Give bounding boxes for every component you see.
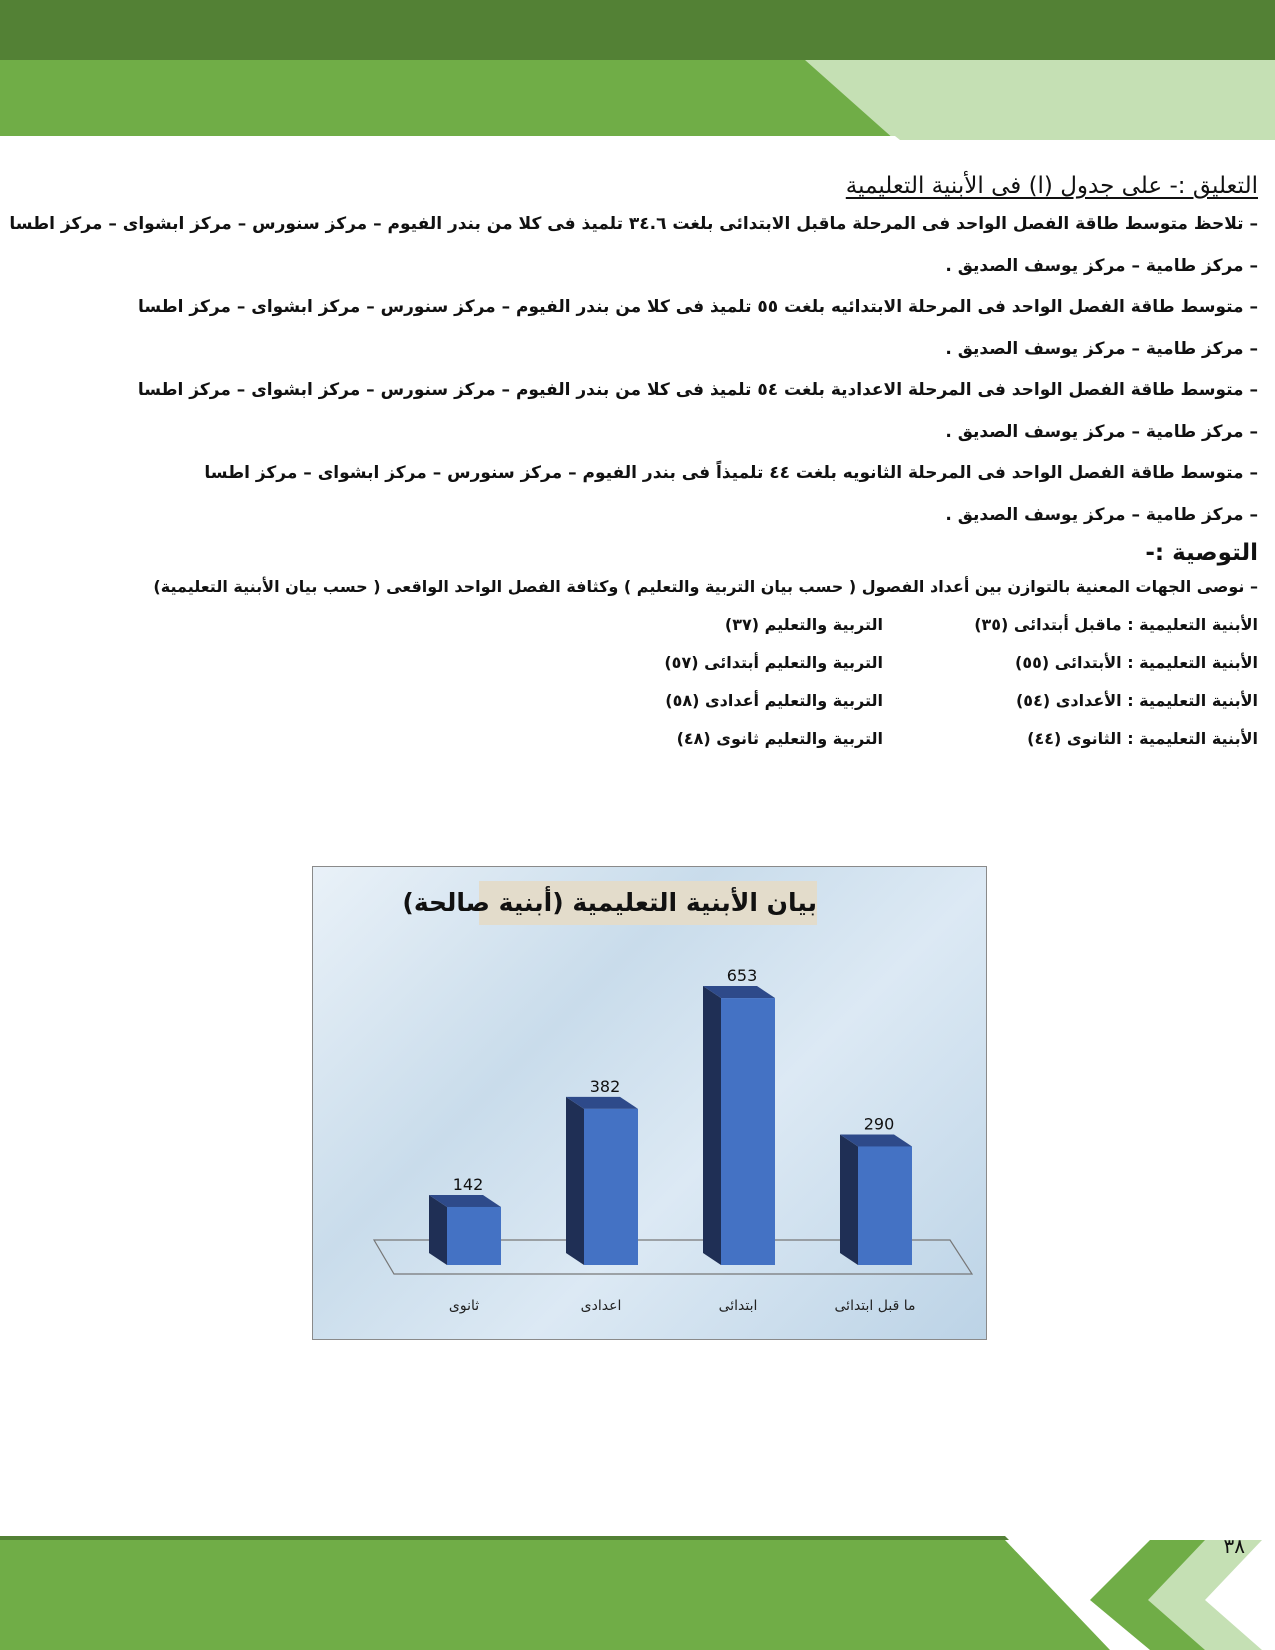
- comment-line: – متوسط طاقة الفصل الواحد فى المرحلة الابتدائيه بلغت ٥٥ تلميذ فى كلا من بندر الفيوم – مركز سنورس – مركز ابشواى – مركز اطسا: [137, 297, 1258, 317]
- bar-chart: [312, 866, 987, 1340]
- comment-line: – متوسط طاقة الفصل الواحد فى المرحلة الثانويه بلغت ٤٤ تلميذاً فى بندر الفيوم – مركز سنورس – مركز ابشواى – مركز اطسا: [204, 463, 1258, 483]
- category-label: ثانوى: [448, 1298, 480, 1314]
- recommendation-line: – نوصى الجهات المعنية بالتوازن بين أعداد الفصول ( حسب بيان التربية والتعليم ) وكثافة الفصل الواحد الواقعى ( حسب بيان الأبنية التعليمية): [153, 577, 1258, 596]
- bar: [447, 1207, 501, 1265]
- buildings-value: الأبنية التعليمية : الأعدادى (٥٤): [1015, 691, 1258, 710]
- category-label: اعدادى: [580, 1298, 622, 1314]
- comparison-row: [30, 684, 1258, 722]
- data-label: 382: [589, 1076, 621, 1096]
- comparison-row: [30, 608, 1258, 646]
- bar-side: [840, 1134, 858, 1265]
- comparison-row: [30, 722, 1258, 760]
- comment-title: التعليق :- على جدول (ا) فى الأبنية التعليمية: [845, 173, 1258, 199]
- bar-side: [429, 1195, 447, 1265]
- comparison-row: [30, 646, 1258, 684]
- bar-side: [703, 986, 721, 1265]
- comment-line: – مركز طامية – مركز يوسف الصديق .: [945, 421, 1258, 442]
- chart-plot: [313, 867, 987, 1340]
- main-content: [9, 168, 1258, 760]
- education-value: التربية والتعليم أبتدائى (٥٧): [664, 653, 883, 672]
- comment-line: – متوسط طاقة الفصل الواحد فى المرحلة الاعدادية بلغت ٥٤ تلميذ فى كلا من بندر الفيوم – مركز سنورس – مركز ابشواى – مركز اطسا: [137, 380, 1258, 400]
- buildings-value: الأبنية التعليمية : الثانوى (٤٤): [1027, 729, 1258, 748]
- bar-side: [566, 1097, 584, 1265]
- category-label: ما قبل ابتدائى: [834, 1298, 916, 1314]
- comment-line: – تلاحظ متوسط طاقة الفصل الواحد فى المرحلة ماقبل الابتدائى بلغت ٣٤.٦ تلميذ فى كلا من بندر الفيوم – مركز سنورس – مركز ابشواى – مركز اطسا: [9, 214, 1258, 234]
- page-number: ٣٨: [1223, 1534, 1245, 1558]
- data-label: 142: [452, 1174, 484, 1194]
- education-value: التربية والتعليم (٣٧): [724, 615, 883, 634]
- bar: [858, 1146, 912, 1265]
- comment-line: – مركز طامية – مركز يوسف الصديق .: [945, 255, 1258, 276]
- education-value: التربية والتعليم أعدادى (٥٨): [665, 691, 883, 710]
- footer-band: [0, 1536, 1275, 1650]
- comment-line: – مركز طامية – مركز يوسف الصديق .: [945, 338, 1258, 359]
- data-label: 290: [863, 1114, 895, 1134]
- bar: [584, 1109, 638, 1265]
- buildings-value: الأبنية التعليمية : ماقبل أبتدائى (٣٥): [974, 615, 1258, 634]
- header-band: [0, 0, 1275, 140]
- education-value: التربية والتعليم ثانوى (٤٨): [676, 729, 883, 748]
- category-label: ابتدائى: [718, 1298, 758, 1314]
- recommendation-title: التوصية :-: [1145, 540, 1258, 566]
- bar: [721, 998, 775, 1265]
- comment-line: – مركز طامية – مركز يوسف الصديق .: [945, 504, 1258, 525]
- buildings-value: الأبنية التعليمية : الأبتدائى (٥٥): [1015, 653, 1258, 672]
- data-label: 653: [726, 966, 758, 986]
- chart-title: بيان الأبنية التعليمية (أبنية صالحة): [479, 881, 817, 925]
